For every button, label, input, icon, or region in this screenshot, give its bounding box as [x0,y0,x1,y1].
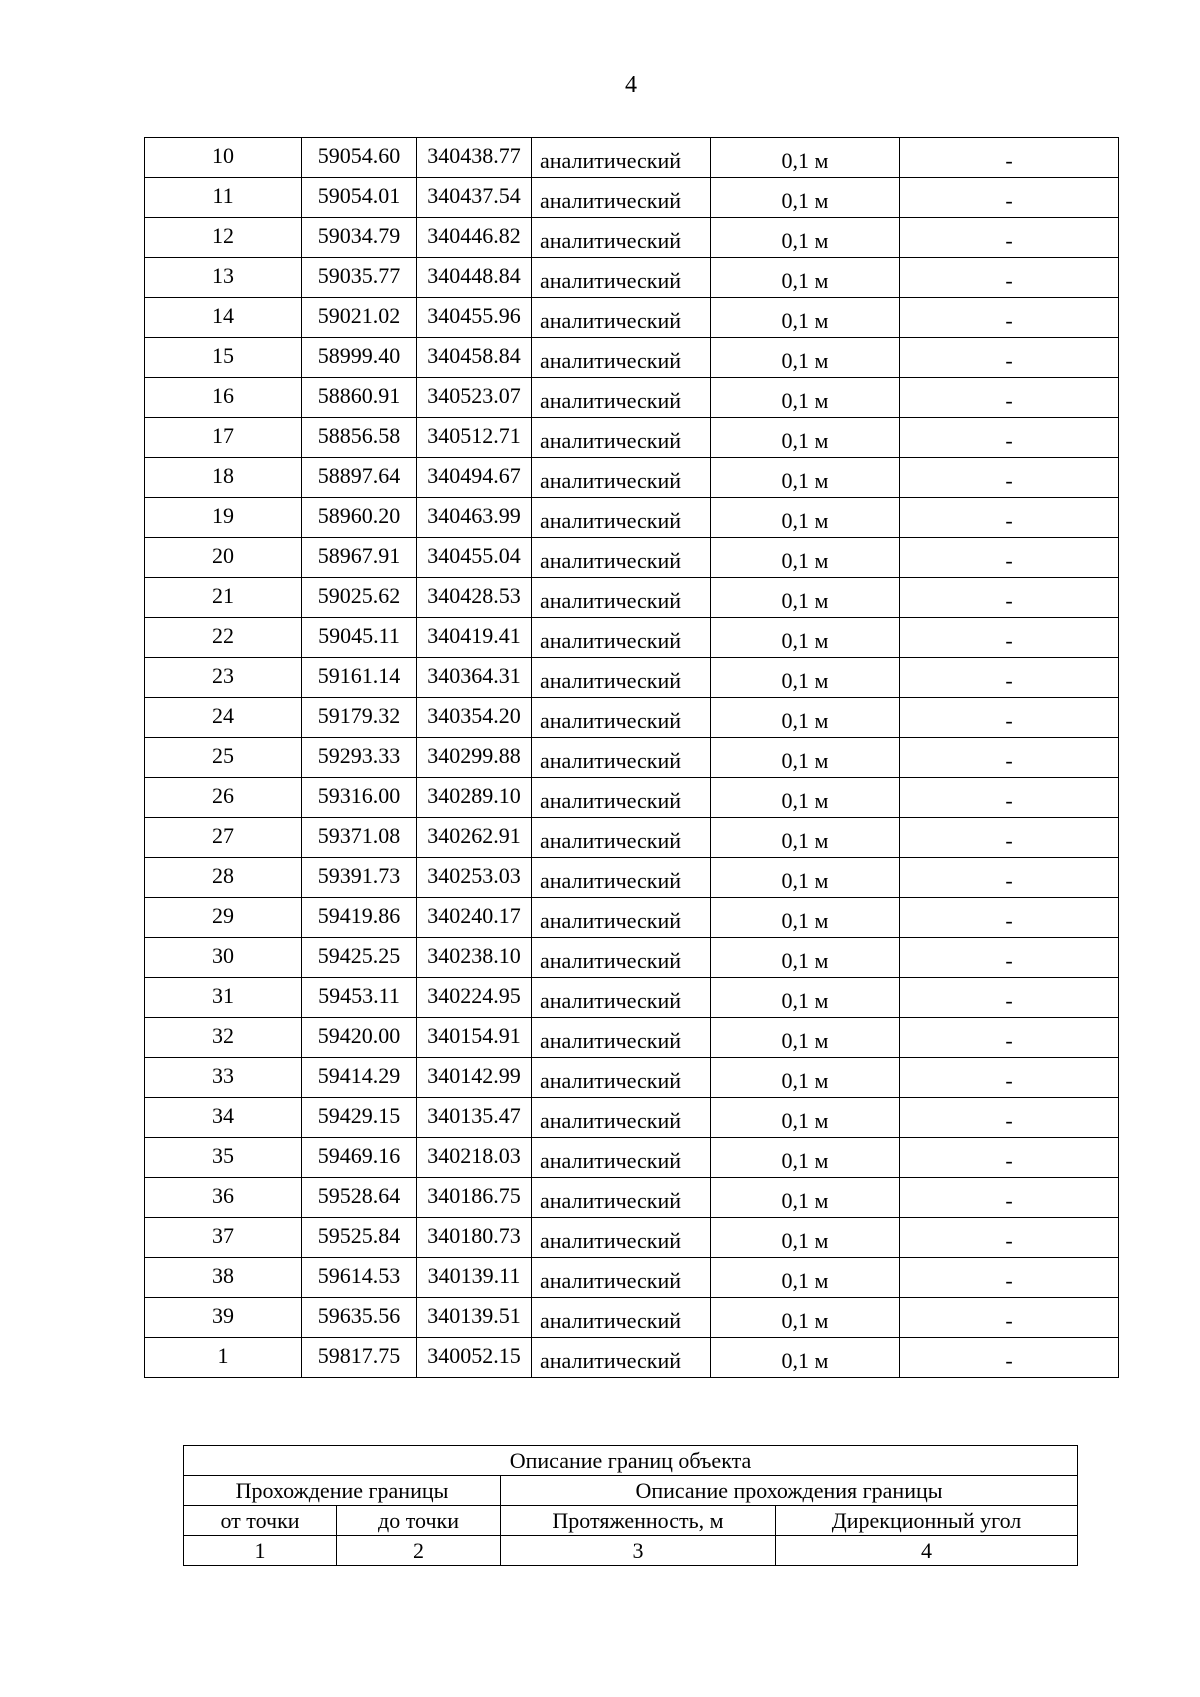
point-number-cell: 15 [145,338,302,378]
method-cell: аналитический [532,1298,711,1338]
y-coordinate-cell: 340354.20 [417,698,532,738]
method-cell: аналитический [532,218,711,258]
accuracy-cell: 0,1 м [711,818,900,858]
method-cell: аналитический [532,858,711,898]
description-cell: - [900,978,1119,1018]
accuracy-cell: 0,1 м [711,178,900,218]
method-cell: аналитический [532,458,711,498]
point-number-cell: 24 [145,698,302,738]
method-cell: аналитический [532,498,711,538]
point-number-cell: 12 [145,218,302,258]
y-coordinate-cell: 340154.91 [417,1018,532,1058]
point-number-cell: 23 [145,658,302,698]
y-coordinate-cell: 340139.11 [417,1258,532,1298]
description-cell: - [900,138,1119,178]
point-number-cell: 28 [145,858,302,898]
description-cell: - [900,538,1119,578]
table-row [145,1178,1119,1218]
method-cell: аналитический [532,338,711,378]
table-row [145,458,1119,498]
boundary-column-number-row [184,1536,1078,1566]
y-coordinate-cell: 340262.91 [417,818,532,858]
table-row [145,618,1119,658]
to-point-header: до точки [337,1506,501,1536]
description-cell: - [900,698,1119,738]
boundary-description-header: Описание прохождения границы [501,1476,1078,1506]
y-coordinate-cell: 340428.53 [417,578,532,618]
accuracy-cell: 0,1 м [711,1138,900,1178]
x-coordinate-cell: 59528.64 [302,1178,417,1218]
point-number-cell: 20 [145,538,302,578]
method-cell: аналитический [532,698,711,738]
direction-angle-header: Дирекционный угол [776,1506,1078,1536]
table-row [145,1138,1119,1178]
x-coordinate-cell: 59371.08 [302,818,417,858]
method-cell: аналитический [532,778,711,818]
y-coordinate-cell: 340139.51 [417,1298,532,1338]
accuracy-cell: 0,1 м [711,618,900,658]
method-cell: аналитический [532,298,711,338]
description-cell: - [900,418,1119,458]
table-row [145,338,1119,378]
y-coordinate-cell: 340438.77 [417,138,532,178]
point-number-cell: 26 [145,778,302,818]
x-coordinate-cell: 59525.84 [302,1218,417,1258]
description-cell: - [900,498,1119,538]
method-cell: аналитический [532,1258,711,1298]
method-cell: аналитический [532,178,711,218]
boundary-title-row [184,1446,1078,1476]
y-coordinate-cell: 340253.03 [417,858,532,898]
x-coordinate-cell: 59025.62 [302,578,417,618]
point-number-cell: 32 [145,1018,302,1058]
method-cell: аналитический [532,738,711,778]
point-number-cell: 36 [145,1178,302,1218]
y-coordinate-cell: 340218.03 [417,1138,532,1178]
table-row [145,1218,1119,1258]
x-coordinate-cell: 59817.75 [302,1338,417,1378]
table-row [145,1098,1119,1138]
table-row [145,898,1119,938]
x-coordinate-cell: 59420.00 [302,1018,417,1058]
table-row [145,778,1119,818]
accuracy-cell: 0,1 м [711,378,900,418]
point-number-cell: 34 [145,1098,302,1138]
table-row [145,818,1119,858]
point-number-cell: 1 [145,1338,302,1378]
y-coordinate-cell: 340448.84 [417,258,532,298]
point-number-cell: 13 [145,258,302,298]
y-coordinate-cell: 340523.07 [417,378,532,418]
y-coordinate-cell: 340240.17 [417,898,532,938]
description-cell: - [900,938,1119,978]
method-cell: аналитический [532,138,711,178]
method-cell: аналитический [532,378,711,418]
accuracy-cell: 0,1 м [711,658,900,698]
description-cell: - [900,218,1119,258]
y-coordinate-cell: 340180.73 [417,1218,532,1258]
description-cell: - [900,1098,1119,1138]
point-number-cell: 16 [145,378,302,418]
accuracy-cell: 0,1 м [711,538,900,578]
from-point-header: от точки [184,1506,337,1536]
description-cell: - [900,578,1119,618]
point-number-cell: 33 [145,1058,302,1098]
table-row [145,1338,1119,1378]
x-coordinate-cell: 59419.86 [302,898,417,938]
y-coordinate-cell: 340186.75 [417,1178,532,1218]
description-cell: - [900,778,1119,818]
table-row [145,258,1119,298]
description-cell: - [900,1178,1119,1218]
table-row [145,698,1119,738]
x-coordinate-cell: 59414.29 [302,1058,417,1098]
point-number-cell: 14 [145,298,302,338]
y-coordinate-cell: 340455.96 [417,298,532,338]
accuracy-cell: 0,1 м [711,1058,900,1098]
description-cell: - [900,458,1119,498]
description-cell: - [900,338,1119,378]
table-row [145,1058,1119,1098]
point-number-cell: 31 [145,978,302,1018]
description-cell: - [900,1298,1119,1338]
table-row [145,1258,1119,1298]
table-row [145,178,1119,218]
accuracy-cell: 0,1 м [711,338,900,378]
method-cell: аналитический [532,1338,711,1378]
x-coordinate-cell: 59045.11 [302,618,417,658]
point-number-cell: 11 [145,178,302,218]
table-row [145,738,1119,778]
column-number: 4 [776,1536,1078,1566]
y-coordinate-cell: 340455.04 [417,538,532,578]
boundary-table-title: Описание границ объекта [184,1446,1078,1476]
accuracy-cell: 0,1 м [711,1098,900,1138]
accuracy-cell: 0,1 м [711,298,900,338]
point-number-cell: 37 [145,1218,302,1258]
table-row [145,938,1119,978]
accuracy-cell: 0,1 м [711,778,900,818]
point-number-cell: 30 [145,938,302,978]
description-cell: - [900,1138,1119,1178]
table-row [145,858,1119,898]
description-cell: - [900,738,1119,778]
accuracy-cell: 0,1 м [711,418,900,458]
x-coordinate-cell: 59054.60 [302,138,417,178]
x-coordinate-cell: 59391.73 [302,858,417,898]
accuracy-cell: 0,1 м [711,1218,900,1258]
x-coordinate-cell: 58856.58 [302,418,417,458]
x-coordinate-cell: 59161.14 [302,658,417,698]
point-number-cell: 25 [145,738,302,778]
y-coordinate-cell: 340052.15 [417,1338,532,1378]
y-coordinate-cell: 340458.84 [417,338,532,378]
table-row [145,218,1119,258]
y-coordinate-cell: 340494.67 [417,458,532,498]
description-cell: - [900,1218,1119,1258]
accuracy-cell: 0,1 м [711,938,900,978]
point-number-cell: 19 [145,498,302,538]
method-cell: аналитический [532,538,711,578]
y-coordinate-cell: 340446.82 [417,218,532,258]
method-cell: аналитический [532,898,711,938]
accuracy-cell: 0,1 м [711,1338,900,1378]
table-row [145,138,1119,178]
x-coordinate-cell: 59425.25 [302,938,417,978]
method-cell: аналитический [532,658,711,698]
y-coordinate-cell: 340135.47 [417,1098,532,1138]
description-cell: - [900,258,1119,298]
method-cell: аналитический [532,1218,711,1258]
y-coordinate-cell: 340437.54 [417,178,532,218]
column-number: 1 [184,1536,337,1566]
y-coordinate-cell: 340463.99 [417,498,532,538]
accuracy-cell: 0,1 м [711,898,900,938]
boundary-column-header-row [184,1506,1078,1536]
accuracy-cell: 0,1 м [711,738,900,778]
y-coordinate-cell: 340364.31 [417,658,532,698]
description-cell: - [900,858,1119,898]
table-row [145,378,1119,418]
description-cell: - [900,618,1119,658]
table-row [145,578,1119,618]
x-coordinate-cell: 59429.15 [302,1098,417,1138]
accuracy-cell: 0,1 м [711,458,900,498]
column-number: 3 [501,1536,776,1566]
method-cell: аналитический [532,1138,711,1178]
accuracy-cell: 0,1 м [711,1178,900,1218]
description-cell: - [900,178,1119,218]
point-number-cell: 27 [145,818,302,858]
accuracy-cell: 0,1 м [711,498,900,538]
x-coordinate-cell: 59179.32 [302,698,417,738]
point-number-cell: 38 [145,1258,302,1298]
accuracy-cell: 0,1 м [711,698,900,738]
x-coordinate-cell: 59469.16 [302,1138,417,1178]
method-cell: аналитический [532,618,711,658]
boundary-description-table [183,1445,1078,1566]
accuracy-cell: 0,1 м [711,858,900,898]
description-cell: - [900,898,1119,938]
point-number-cell: 18 [145,458,302,498]
method-cell: аналитический [532,1098,711,1138]
method-cell: аналитический [532,978,711,1018]
method-cell: аналитический [532,1058,711,1098]
table-row [145,538,1119,578]
method-cell: аналитический [532,1178,711,1218]
y-coordinate-cell: 340419.41 [417,618,532,658]
y-coordinate-cell: 340512.71 [417,418,532,458]
description-cell: - [900,1258,1119,1298]
x-coordinate-cell: 59054.01 [302,178,417,218]
accuracy-cell: 0,1 м [711,1298,900,1338]
x-coordinate-cell: 59635.56 [302,1298,417,1338]
x-coordinate-cell: 59021.02 [302,298,417,338]
table-row [145,418,1119,458]
y-coordinate-cell: 340224.95 [417,978,532,1018]
table-row [145,658,1119,698]
description-cell: - [900,1338,1119,1378]
table-row [145,1298,1119,1338]
boundary-group-row [184,1476,1078,1506]
y-coordinate-cell: 340238.10 [417,938,532,978]
x-coordinate-cell: 58897.64 [302,458,417,498]
point-number-cell: 21 [145,578,302,618]
table-row [145,298,1119,338]
x-coordinate-cell: 58967.91 [302,538,417,578]
method-cell: аналитический [532,418,711,458]
description-cell: - [900,658,1119,698]
accuracy-cell: 0,1 м [711,1018,900,1058]
method-cell: аналитический [532,818,711,858]
y-coordinate-cell: 340289.10 [417,778,532,818]
x-coordinate-cell: 58999.40 [302,338,417,378]
point-number-cell: 39 [145,1298,302,1338]
accuracy-cell: 0,1 м [711,978,900,1018]
method-cell: аналитический [532,258,711,298]
point-number-cell: 22 [145,618,302,658]
table-row [145,498,1119,538]
column-number: 2 [337,1536,501,1566]
method-cell: аналитический [532,578,711,618]
description-cell: - [900,818,1119,858]
length-header: Протяженность, м [501,1506,776,1536]
accuracy-cell: 0,1 м [711,218,900,258]
accuracy-cell: 0,1 м [711,578,900,618]
coordinates-table [144,137,1119,1378]
y-coordinate-cell: 340299.88 [417,738,532,778]
y-coordinate-cell: 340142.99 [417,1058,532,1098]
description-cell: - [900,1018,1119,1058]
x-coordinate-cell: 58860.91 [302,378,417,418]
point-number-cell: 35 [145,1138,302,1178]
method-cell: аналитический [532,938,711,978]
x-coordinate-cell: 58960.20 [302,498,417,538]
method-cell: аналитический [532,1018,711,1058]
x-coordinate-cell: 59293.33 [302,738,417,778]
description-cell: - [900,378,1119,418]
table-row [145,1018,1119,1058]
description-cell: - [900,1058,1119,1098]
coordinates-table-body [145,138,1119,1378]
x-coordinate-cell: 59035.77 [302,258,417,298]
x-coordinate-cell: 59316.00 [302,778,417,818]
x-coordinate-cell: 59034.79 [302,218,417,258]
point-number-cell: 17 [145,418,302,458]
accuracy-cell: 0,1 м [711,1258,900,1298]
description-cell: - [900,298,1119,338]
page-number: 4 [625,72,637,98]
x-coordinate-cell: 59453.11 [302,978,417,1018]
accuracy-cell: 0,1 м [711,138,900,178]
boundary-passage-header: Прохождение границы [184,1476,501,1506]
x-coordinate-cell: 59614.53 [302,1258,417,1298]
point-number-cell: 10 [145,138,302,178]
table-row [145,978,1119,1018]
accuracy-cell: 0,1 м [711,258,900,298]
point-number-cell: 29 [145,898,302,938]
